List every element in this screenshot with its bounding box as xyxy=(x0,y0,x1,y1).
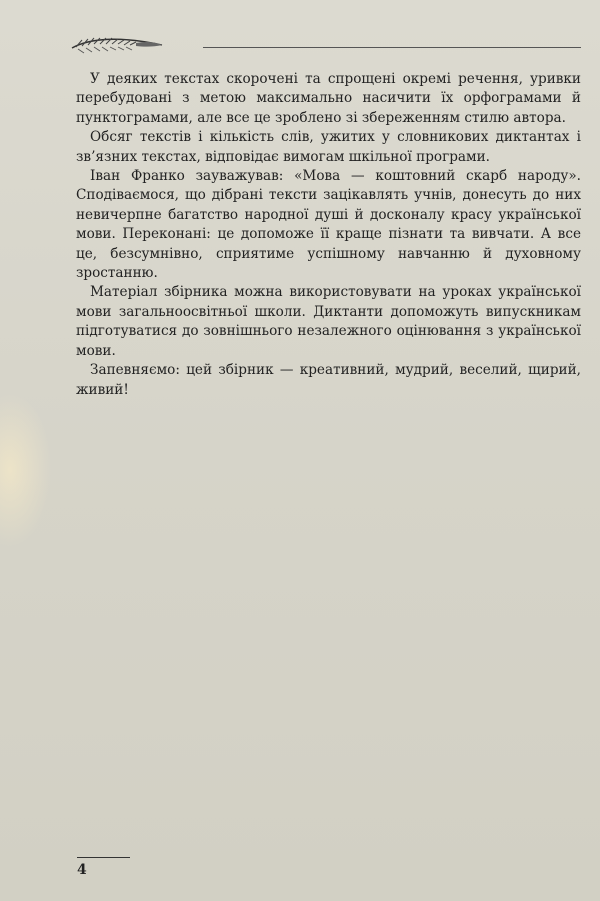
paragraph-5: Запевняємо: цей збірник — креативний, мудрий, веселий, щирий, живий! xyxy=(76,362,581,398)
page-number: 4 xyxy=(77,862,87,878)
paragraph-3: Іван Франко зауважував: «Мова — коштовний скарб народу». Сподіваємося, що дібрані тексти зацікавлять учнів, донесуть до них невичерпне багатство народної душі й досконалу красу української мови. Переконані: це допоможе її краще пізнати та вивчати. А все це, безсумнівно, сприятиме успішному навчанню й духовному зростанню. xyxy=(76,168,581,282)
quill-feather-icon xyxy=(70,34,165,54)
paragraph-1: У деяких текстах скорочені та спрощені окремі речення, уривки перебудовані з метою максимально насичити їх орфограмами й пунктограмами, але все це зроблено зі збереженням стилю автора. xyxy=(76,71,581,126)
footer-rule xyxy=(77,857,130,858)
paragraph-2: Обсяг текстів і кількість слів, ужитих у словникових диктантах і зв’язних текстах, відповідає вимогам шкільної програми. xyxy=(76,129,581,165)
header-rule xyxy=(203,47,581,48)
paragraph-4: Матеріал збірника можна використовувати на уроках української мови загальноосвітньої школи. Диктанти допоможуть випускникам підготуватися до зовнішнього незалежного оцінювання з української мови. xyxy=(76,284,581,359)
body-text xyxy=(76,70,581,400)
